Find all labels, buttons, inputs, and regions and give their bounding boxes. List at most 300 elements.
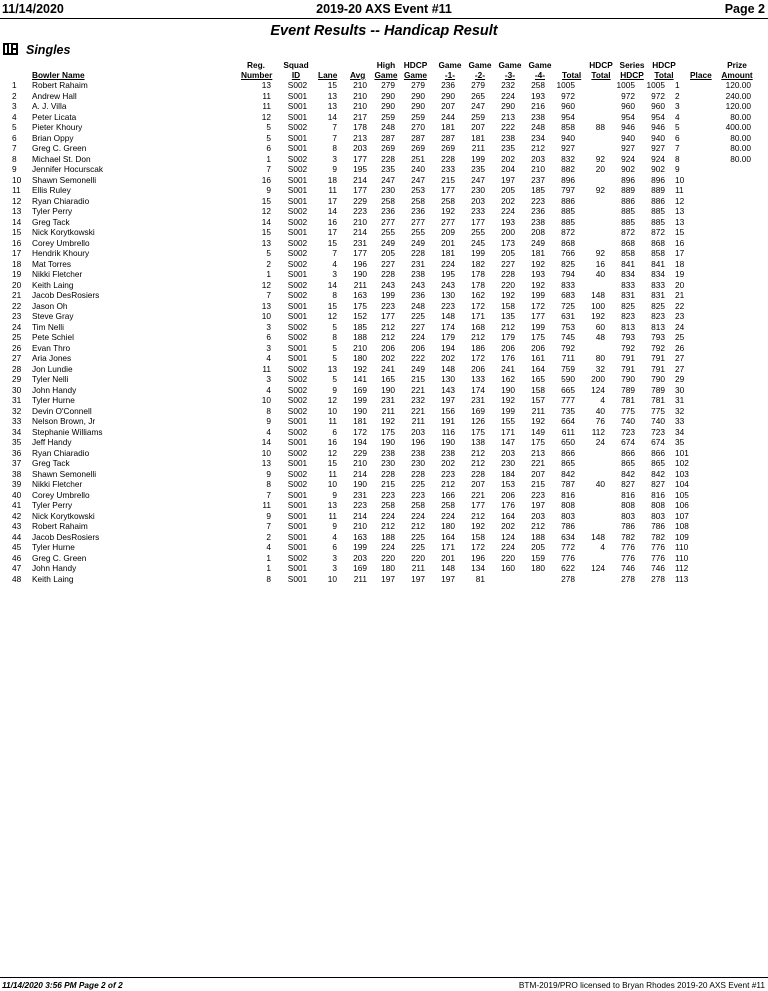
cell-g3: 179 bbox=[501, 332, 515, 342]
cell-rank: 30 bbox=[12, 384, 22, 395]
cell-lane: 3 bbox=[332, 269, 337, 279]
cell-hdcptot bbox=[575, 448, 605, 459]
col-avg: Avg bbox=[350, 70, 366, 80]
cell-hdcptot bbox=[575, 196, 605, 207]
cell-series: 789 bbox=[621, 384, 635, 395]
header-date: 11/14/2020 bbox=[2, 2, 64, 16]
cell-avg: 196 bbox=[353, 258, 367, 269]
cell-g4: 185 bbox=[531, 185, 545, 195]
cell-squad: S001 bbox=[287, 416, 308, 426]
cell-high: 228 bbox=[381, 269, 395, 279]
cell-hdcptotal: 816 bbox=[651, 489, 665, 500]
cell-total: 725 bbox=[561, 300, 575, 311]
cell-g4: 208 bbox=[531, 227, 545, 237]
cell-avg: 214 bbox=[353, 174, 367, 185]
cell-reg: 4 bbox=[266, 542, 271, 552]
cell-g2: 203 bbox=[471, 195, 485, 206]
cell-bowler: Jon Lundie bbox=[32, 363, 73, 374]
cell-g3: 192 bbox=[501, 395, 515, 405]
cell-series: 775 bbox=[621, 405, 635, 416]
table-row bbox=[0, 479, 757, 490]
cell-hdcptotal: 927 bbox=[651, 143, 665, 153]
cell-g3: 171 bbox=[501, 426, 515, 437]
cell-lane: 9 bbox=[332, 384, 337, 395]
cell-hdcpgame: 243 bbox=[411, 279, 425, 290]
cell-hdcptot: 60 bbox=[595, 321, 605, 332]
col-series-hdcp: Series HDCP bbox=[619, 60, 645, 80]
cell-reg: 1 bbox=[266, 153, 271, 164]
cell-g1: 228 bbox=[441, 153, 455, 164]
cell-g2: 178 bbox=[471, 269, 485, 279]
table-row bbox=[0, 511, 757, 522]
cell-hdcptot bbox=[575, 217, 605, 228]
cell-lane: 8 bbox=[332, 143, 337, 153]
cell-avg: 177 bbox=[353, 185, 367, 195]
cell-place: 4 bbox=[675, 111, 680, 122]
cell-g3: 206 bbox=[501, 342, 515, 353]
cell-avg: 210 bbox=[353, 90, 367, 101]
cell-hdcpgame: 212 bbox=[411, 521, 425, 531]
cell-high: 231 bbox=[381, 395, 395, 405]
cell-squad: S002 bbox=[287, 374, 308, 384]
cell-place: 102 bbox=[675, 458, 689, 468]
cell-squad: S002 bbox=[287, 164, 308, 174]
cell-lane: 7 bbox=[332, 122, 337, 132]
cell-reg: 10 bbox=[261, 395, 271, 405]
cell-reg: 5 bbox=[266, 122, 271, 132]
cell-rank: 21 bbox=[12, 290, 22, 300]
cell-reg: 3 bbox=[266, 374, 271, 384]
cell-rank: 14 bbox=[12, 216, 22, 227]
cell-hdcptot: 192 bbox=[591, 311, 605, 321]
cell-g3: 135 bbox=[501, 311, 515, 321]
cell-total: 634 bbox=[561, 531, 575, 542]
cell-reg: 7 bbox=[266, 290, 271, 300]
col-prize-amount: Prize Amount bbox=[721, 60, 753, 80]
table-row bbox=[0, 238, 757, 249]
cell-squad: S002 bbox=[287, 290, 308, 300]
cell-prize bbox=[695, 511, 757, 522]
cell-total: 664 bbox=[561, 416, 575, 426]
cell-hdcptotal: 789 bbox=[651, 384, 665, 395]
cell-high: 277 bbox=[381, 216, 395, 227]
cell-bowler: Greg C. Green bbox=[32, 143, 87, 153]
cell-hdcpgame: 228 bbox=[411, 468, 425, 479]
cell-prize: 120.00 bbox=[725, 80, 751, 90]
cell-g2: 212 bbox=[471, 332, 485, 342]
cell-lane: 11 bbox=[328, 468, 337, 479]
cell-hdcptotal: 823 bbox=[651, 311, 665, 321]
cell-reg: 8 bbox=[266, 405, 271, 416]
cell-series: 808 bbox=[621, 500, 635, 510]
cell-hdcpgame: 232 bbox=[411, 395, 425, 405]
cell-high: 224 bbox=[381, 510, 395, 521]
cell-g4: 175 bbox=[531, 332, 545, 342]
cell-series: 954 bbox=[621, 111, 635, 122]
cell-g3: 147 bbox=[501, 437, 515, 447]
cell-reg: 10 bbox=[261, 447, 271, 458]
cell-squad: S002 bbox=[287, 206, 308, 216]
cell-lane: 10 bbox=[327, 479, 337, 489]
cell-avg: 214 bbox=[353, 468, 367, 479]
cell-g2: 233 bbox=[471, 206, 485, 216]
cell-g4: 159 bbox=[531, 552, 545, 563]
cell-g4: 213 bbox=[531, 447, 545, 458]
cell-g2: 192 bbox=[471, 521, 485, 531]
cell-lane: 13 bbox=[327, 101, 337, 111]
cell-squad: S001 bbox=[287, 132, 308, 143]
cell-lane: 15 bbox=[327, 237, 337, 248]
cell-hdcptot: 200 bbox=[591, 374, 605, 384]
cell-high: 180 bbox=[381, 563, 395, 573]
cell-place: 12 bbox=[675, 195, 685, 206]
cell-squad: S002 bbox=[287, 279, 308, 290]
cell-total: 278 bbox=[561, 573, 575, 584]
cell-hdcptotal: 808 bbox=[651, 500, 665, 510]
cell-lane: 5 bbox=[332, 353, 337, 363]
cell-series: 816 bbox=[621, 489, 635, 500]
cell-rank: 34 bbox=[12, 426, 22, 437]
cell-high: 188 bbox=[381, 531, 395, 542]
cell-total: 631 bbox=[561, 311, 575, 321]
cell-series: 823 bbox=[621, 311, 635, 321]
cell-g1: 197 bbox=[441, 395, 455, 405]
cell-reg: 7 bbox=[266, 489, 271, 500]
cell-rank: 13 bbox=[12, 206, 22, 216]
cell-g3: 220 bbox=[501, 279, 515, 290]
cell-prize bbox=[695, 185, 757, 196]
cell-squad: S002 bbox=[287, 395, 308, 405]
cell-hdcpgame: 255 bbox=[411, 227, 425, 237]
cell-series: 885 bbox=[621, 206, 635, 216]
cell-g3: 228 bbox=[501, 269, 515, 279]
cell-bowler: Tyler Nelli bbox=[32, 374, 69, 384]
cell-total: 842 bbox=[561, 468, 575, 479]
cell-g1: 181 bbox=[441, 122, 455, 132]
cell-total: 885 bbox=[561, 216, 575, 227]
cell-g4: 193 bbox=[531, 90, 545, 101]
cell-squad: S001 bbox=[287, 531, 308, 542]
cell-prize bbox=[695, 175, 757, 186]
cell-hdcptotal: 776 bbox=[651, 542, 665, 552]
cell-g1: 202 bbox=[441, 353, 455, 363]
cell-hdcptotal: 902 bbox=[651, 164, 665, 174]
cell-total: 896 bbox=[561, 174, 575, 185]
cell-place: 113 bbox=[675, 573, 689, 584]
cell-hdcptotal: 954 bbox=[651, 111, 665, 122]
footer-license: BTM-2019/PRO licensed to Bryan Rhodes 2019-20 AXS Event #11 bbox=[518, 980, 765, 990]
cell-place: 35 bbox=[675, 437, 685, 447]
cell-g1: 192 bbox=[441, 206, 455, 216]
cell-squad: S001 bbox=[287, 510, 308, 521]
cell-total: 808 bbox=[561, 500, 575, 510]
cell-rank: 19 bbox=[12, 269, 22, 279]
cell-hdcpgame: 221 bbox=[411, 405, 425, 416]
cell-hdcpgame: 251 bbox=[411, 153, 425, 164]
cell-g2: 231 bbox=[471, 395, 485, 405]
cell-reg: 5 bbox=[266, 248, 271, 258]
cell-lane: 4 bbox=[332, 531, 337, 542]
cell-lane: 3 bbox=[332, 153, 337, 164]
cell-series: 940 bbox=[621, 132, 635, 143]
cell-squad: S001 bbox=[287, 185, 308, 195]
cell-avg: 163 bbox=[353, 290, 367, 300]
cell-series: 866 bbox=[621, 447, 635, 458]
cell-avg: 210 bbox=[353, 342, 367, 353]
cell-g2: 172 bbox=[471, 353, 485, 363]
cell-lane: 3 bbox=[332, 552, 337, 563]
cell-g1: 209 bbox=[441, 227, 455, 237]
cell-bowler: Jeff Handy bbox=[32, 437, 72, 447]
cell-g2: 169 bbox=[471, 405, 485, 416]
cell-g2: 177 bbox=[471, 216, 485, 227]
cell-bowler: Shawn Semonelli bbox=[32, 468, 97, 479]
cell-g1: 212 bbox=[441, 479, 455, 489]
results-table bbox=[0, 80, 757, 584]
cell-hdcpgame: 247 bbox=[411, 174, 425, 185]
col-hdcp-total: HDCP Total bbox=[589, 60, 613, 80]
cell-reg: 11 bbox=[262, 363, 271, 374]
cell-lane: 13 bbox=[327, 363, 337, 374]
cell-g4: 177 bbox=[531, 311, 545, 321]
cell-bowler: Nikki Fletcher bbox=[32, 269, 83, 279]
cell-bowler: Tim Nelli bbox=[32, 321, 64, 332]
cell-g3: 124 bbox=[501, 531, 515, 542]
cell-squad: S002 bbox=[287, 321, 308, 332]
cell-reg: 10 bbox=[261, 311, 271, 321]
cell-series: 833 bbox=[621, 279, 635, 290]
cell-hdcptotal: 940 bbox=[651, 132, 665, 143]
cell-high: 258 bbox=[381, 500, 395, 510]
cell-prize bbox=[695, 532, 757, 543]
cell-bowler: Robert Rahaim bbox=[32, 80, 88, 90]
cell-g2: 126 bbox=[471, 416, 485, 426]
cell-squad: S002 bbox=[287, 363, 308, 374]
cell-hdcptot: 92 bbox=[595, 153, 605, 164]
cell-high: 290 bbox=[381, 90, 395, 101]
col-hdcp-game: HDCP Game bbox=[403, 60, 428, 80]
cell-total: 882 bbox=[561, 164, 575, 174]
cell-g3: 232 bbox=[501, 80, 515, 90]
cell-squad: S002 bbox=[287, 153, 308, 164]
cell-bowler: Stephanie Williams bbox=[32, 426, 103, 437]
cell-squad: S001 bbox=[287, 311, 308, 321]
cell-high: 224 bbox=[381, 542, 395, 552]
cell-rank: 48 bbox=[12, 573, 22, 584]
cell-lane: 10 bbox=[327, 405, 337, 416]
cell-bowler: Andrew Hall bbox=[32, 90, 77, 101]
cell-lane: 12 bbox=[327, 311, 337, 321]
cell-lane: 13 bbox=[327, 500, 337, 510]
cell-g2: 182 bbox=[471, 258, 485, 269]
cell-hdcptotal: 872 bbox=[651, 227, 665, 237]
cell-total: 797 bbox=[561, 185, 575, 195]
cell-lane: 5 bbox=[332, 374, 337, 384]
cell-reg: 2 bbox=[266, 258, 271, 269]
cell-g2: 177 bbox=[471, 500, 485, 510]
cell-bowler: Jacob DesRosiers bbox=[32, 531, 100, 542]
cell-hdcptot bbox=[575, 521, 605, 532]
bowling-pins-icon bbox=[3, 42, 18, 54]
cell-reg: 11 bbox=[262, 101, 271, 111]
cell-total: 868 bbox=[561, 237, 575, 248]
cell-prize bbox=[695, 542, 757, 553]
cell-g3: 204 bbox=[501, 164, 515, 174]
cell-g3: 205 bbox=[501, 248, 515, 258]
cell-total: 940 bbox=[561, 132, 575, 143]
cell-hdcpgame: 230 bbox=[411, 458, 425, 468]
cell-bowler: Keith Laing bbox=[32, 279, 74, 290]
cell-hdcptotal: 886 bbox=[651, 195, 665, 206]
cell-high: 206 bbox=[381, 342, 395, 353]
cell-hdcptotal: 674 bbox=[651, 437, 665, 447]
cell-squad: S002 bbox=[287, 468, 308, 479]
cell-g3: 155 bbox=[501, 416, 515, 426]
cell-bowler: Corey Umbrello bbox=[32, 237, 90, 248]
cell-total: 745 bbox=[561, 332, 575, 342]
cell-total: 865 bbox=[561, 458, 575, 468]
cell-high: 223 bbox=[381, 489, 395, 500]
cell-g3: 235 bbox=[501, 143, 515, 153]
table-row bbox=[0, 343, 757, 354]
cell-avg: 214 bbox=[353, 510, 367, 521]
cell-bowler: A. J. Villa bbox=[32, 101, 67, 111]
cell-series: 1005 bbox=[616, 80, 635, 90]
cell-hdcpgame: 206 bbox=[411, 342, 425, 353]
cell-avg: 210 bbox=[353, 101, 367, 111]
cell-hdcptotal: 740 bbox=[651, 416, 665, 426]
cell-hdcptot bbox=[575, 80, 605, 91]
cell-prize bbox=[695, 269, 757, 280]
cell-hdcptot: 40 bbox=[595, 479, 605, 489]
cell-place: 109 bbox=[675, 531, 689, 542]
cell-rank: 25 bbox=[12, 332, 22, 342]
cell-hdcptot bbox=[575, 238, 605, 249]
cell-g3: 203 bbox=[501, 447, 515, 458]
table-row bbox=[0, 574, 757, 585]
cell-g3: 206 bbox=[501, 489, 515, 500]
cell-squad: S002 bbox=[287, 258, 308, 269]
cell-avg: 169 bbox=[353, 563, 367, 573]
cell-total: 611 bbox=[561, 426, 575, 437]
cell-squad: S001 bbox=[287, 458, 308, 468]
cell-lane: 12 bbox=[327, 395, 337, 405]
cell-place: 17 bbox=[675, 248, 685, 258]
cell-high: 177 bbox=[381, 311, 395, 321]
cell-squad: S001 bbox=[287, 521, 308, 531]
cell-g2: 206 bbox=[471, 363, 485, 374]
cell-hdcptot bbox=[575, 91, 605, 102]
cell-g4: 188 bbox=[531, 531, 545, 542]
cell-place: 23 bbox=[675, 311, 685, 321]
cell-bowler: Ellis Ruley bbox=[32, 185, 71, 195]
cell-g1: 287 bbox=[441, 132, 455, 143]
table-row bbox=[0, 91, 757, 102]
cell-avg: 211 bbox=[353, 279, 367, 290]
table-row bbox=[0, 385, 757, 396]
cell-g4: 192 bbox=[531, 279, 545, 290]
cell-g1: 244 bbox=[441, 111, 455, 122]
cell-total: 825 bbox=[561, 258, 575, 269]
cell-avg: 199 bbox=[353, 395, 367, 405]
cell-place: 32 bbox=[675, 405, 685, 416]
cell-high: 215 bbox=[381, 479, 395, 489]
cell-total: 832 bbox=[561, 153, 575, 164]
cell-prize bbox=[695, 458, 757, 469]
cell-g4: 210 bbox=[531, 164, 545, 174]
cell-g1: 202 bbox=[441, 458, 455, 468]
table-row bbox=[0, 469, 757, 480]
cell-prize bbox=[695, 385, 757, 396]
cell-g3: 153 bbox=[501, 479, 515, 489]
cell-squad: S001 bbox=[287, 227, 308, 237]
cell-hdcpgame: 228 bbox=[411, 248, 425, 258]
cell-g2: 207 bbox=[471, 122, 485, 132]
cell-series: 885 bbox=[621, 216, 635, 227]
cell-g1: 258 bbox=[441, 195, 455, 206]
cell-series: 889 bbox=[621, 185, 635, 195]
cell-place: 105 bbox=[675, 489, 689, 500]
cell-g4: 258 bbox=[531, 80, 545, 90]
cell-high: 249 bbox=[381, 237, 395, 248]
cell-high: 259 bbox=[381, 111, 395, 122]
cell-high: 192 bbox=[381, 416, 395, 426]
cell-g3: 224 bbox=[501, 206, 515, 216]
cell-g1: 148 bbox=[441, 363, 455, 374]
cell-total: 590 bbox=[561, 374, 575, 384]
cell-lane: 8 bbox=[332, 290, 337, 300]
cell-squad: S002 bbox=[287, 405, 308, 416]
cell-reg: 13 bbox=[261, 300, 271, 311]
cell-reg: 12 bbox=[261, 111, 271, 122]
cell-series: 782 bbox=[621, 531, 635, 542]
cell-bowler: Michael St. Don bbox=[32, 153, 91, 164]
cell-rank: 45 bbox=[12, 542, 22, 552]
cell-hdcptot bbox=[575, 458, 605, 469]
cell-lane: 18 bbox=[327, 174, 337, 185]
cell-bowler: Peter Licata bbox=[32, 111, 77, 122]
cell-high: 238 bbox=[381, 447, 395, 458]
table-row bbox=[0, 458, 757, 469]
cell-g3: 160 bbox=[501, 563, 515, 573]
cell-rank: 42 bbox=[12, 510, 22, 521]
cell-total: 866 bbox=[561, 447, 575, 458]
cell-avg: 190 bbox=[353, 269, 367, 279]
cell-series: 865 bbox=[621, 458, 635, 468]
cell-prize bbox=[695, 469, 757, 480]
cell-avg: 210 bbox=[353, 458, 367, 468]
cell-lane: 13 bbox=[327, 90, 337, 101]
cell-g4: 236 bbox=[531, 206, 545, 216]
cell-hdcptotal: 776 bbox=[651, 552, 665, 563]
cell-bowler: Ryan Chiaradio bbox=[32, 447, 90, 458]
cell-rank: 40 bbox=[12, 489, 22, 500]
cell-hdcpgame: 258 bbox=[411, 195, 425, 206]
cell-squad: S002 bbox=[287, 447, 308, 458]
cell-hdcptotal: 842 bbox=[651, 468, 665, 479]
cell-g2: 175 bbox=[471, 426, 485, 437]
cell-total: 858 bbox=[561, 122, 575, 132]
cell-g1: 238 bbox=[441, 447, 455, 458]
cell-rank: 24 bbox=[12, 321, 22, 332]
col-reg-number: Reg. Number bbox=[241, 60, 273, 80]
cell-bowler: Nelson Brown, Jr bbox=[32, 416, 96, 426]
cell-hdcptotal: 791 bbox=[651, 353, 665, 363]
cell-reg: 12 bbox=[261, 279, 271, 290]
cell-g1: 236 bbox=[441, 80, 455, 90]
cell-lane: 16 bbox=[327, 216, 337, 227]
col-place: Place bbox=[690, 70, 712, 80]
